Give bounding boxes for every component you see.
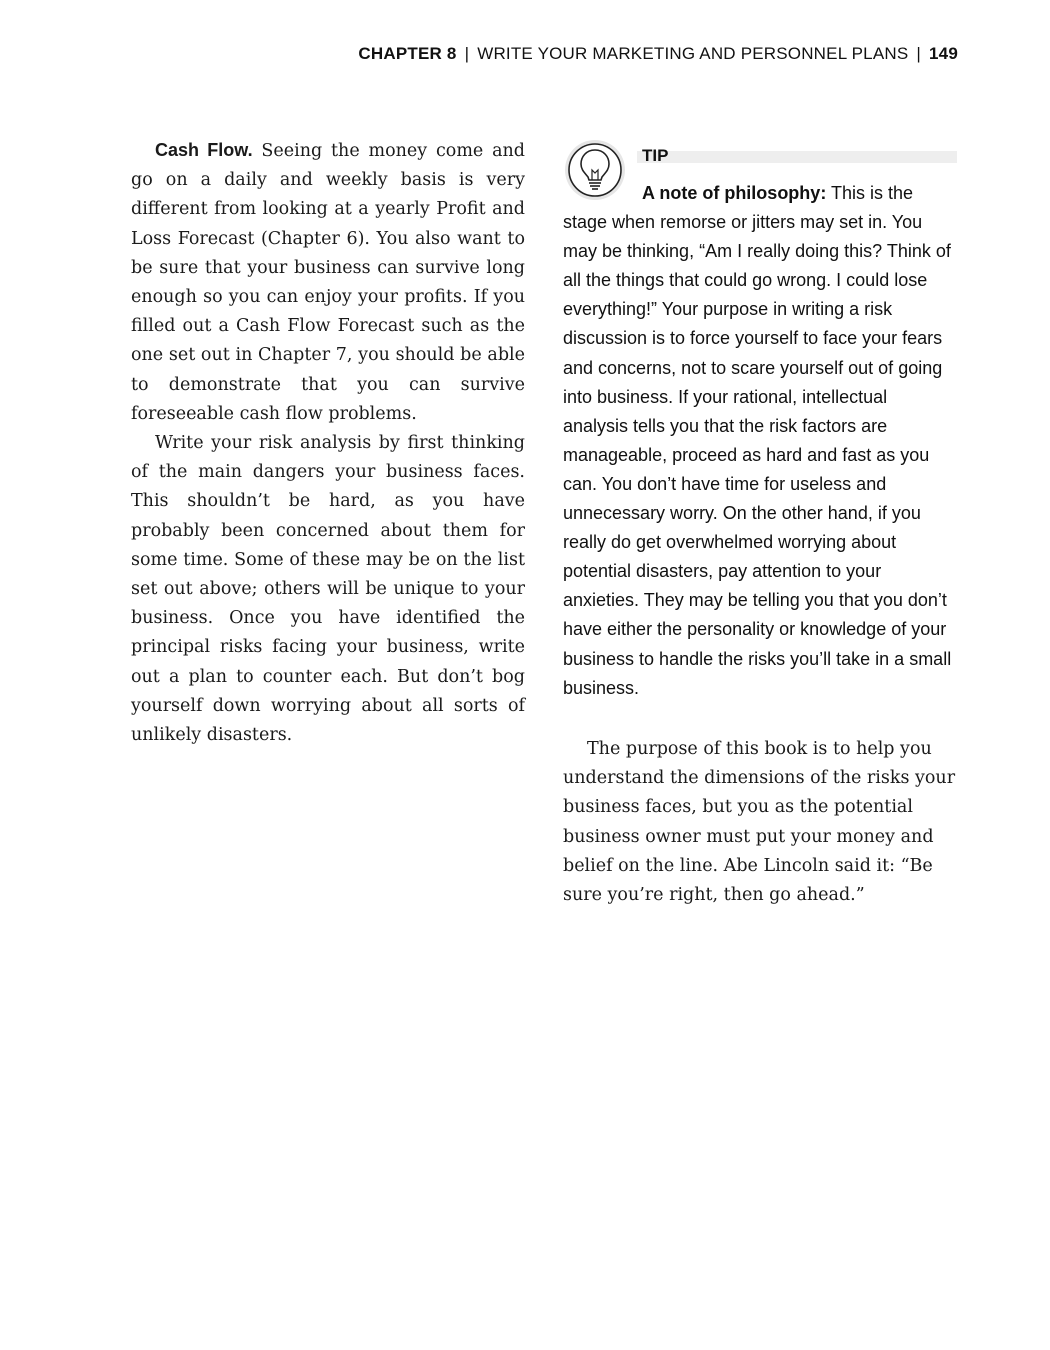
header-separator: |: [464, 44, 470, 63]
tip-label: TIP: [642, 146, 669, 165]
paragraph-cash-flow: [131, 136, 525, 429]
tip-body-text: stage when remorse or jitters may set in. You may be thinking, “Am I really doing this? Think of all the things that could go wrong. I could lose everything!” Your purpose in writing a risk discussion is to force yourself to face your fears and concerns, not to scare yourself out of going into business. If your rational, intellectual analysis tells you that the risk factors are manageable, proceed as hard and fast as you can. You don’t have time for useless and unnecessary worry. On the other hand, if you really do get overwhelmed worrying about potential disasters, pay attention to your anxieties. They may be telling you that you don’t have either the personality or knowledge of your business to handle the risks you’ll take in a small business.: [563, 212, 952, 698]
tip-header-bar: [637, 151, 957, 163]
header-separator-2: |: [916, 44, 922, 63]
tip-first-line-rest: This is the: [826, 183, 914, 203]
tip-body: [563, 179, 957, 703]
chapter-label: CHAPTER 8: [358, 44, 457, 63]
paragraph-purpose: The purpose of this book is to help you understand the dimensions of the risks your business faces, but you as the potential business owner must put your money and belief on the line. Abe Lincoln said it: “Be sure you’re right, then go ahead.”: [563, 739, 956, 906]
cash-flow-text: Seeing the money come and go on a daily and weekly basis is very different from looking at a yearly Profit and Loss Forecast (Chapter 6). You also want to be sure that your business can survive long enough so you can enjoy your profits. If you filled out a Cash Flow Forecast such as the one set out in Chapter 7, you should be able to demonstrate that you can survive foreseeable cash flow problems.: [131, 141, 525, 424]
chapter-title: WRITE YOUR MARKETING AND PERSONNEL PLANS: [477, 44, 909, 63]
paragraph-risk-analysis: Write your risk analysis by first thinking of the main dangers your business faces. This shouldn’t be hard, as you have probably been concerned about them for some time. Some of these may be on the list set out above; others will be unique to your business. Once you have identified the principal risks facing your business, write out a plan to counter each. But don’t bog yourself down worrying about all sorts of unlikely disasters.: [131, 433, 525, 746]
right-column-text: [563, 735, 957, 910]
page-number: 149: [929, 44, 958, 63]
tip-first-line: [563, 179, 957, 208]
running-header: [358, 44, 958, 64]
tip-lead-in: A note of philosophy:: [642, 183, 827, 203]
cash-flow-lead-in: Cash Flow.: [155, 140, 253, 160]
left-column: [131, 136, 525, 750]
